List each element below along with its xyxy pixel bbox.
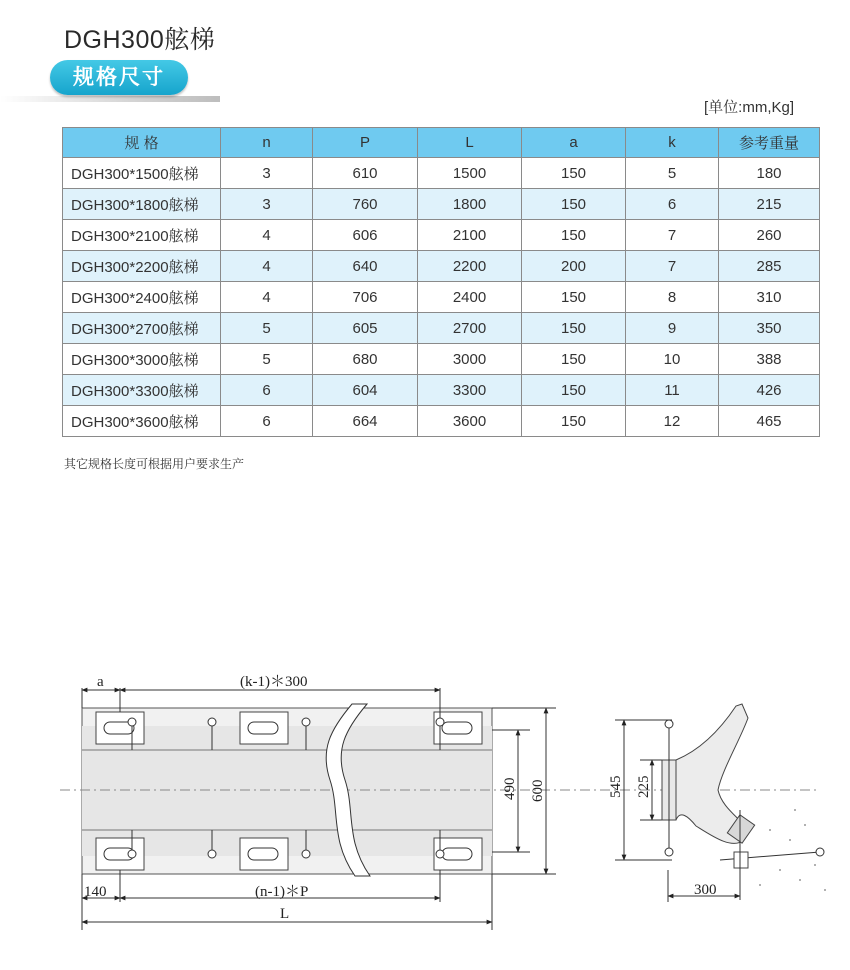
table-cell: DGH300*3000舷梯: [63, 344, 221, 375]
table-cell: DGH300*3300舷梯: [63, 375, 221, 406]
table-cell: 6: [221, 375, 313, 406]
dim-300-label: 300: [694, 882, 717, 898]
table-cell: 215: [719, 189, 820, 220]
table-cell: 8: [626, 282, 719, 313]
table-row: [63, 344, 820, 375]
side-view: [615, 704, 826, 902]
table-cell: 150: [522, 189, 626, 220]
section-underline: [0, 96, 220, 102]
dim-600-label: 600: [530, 779, 546, 802]
column-header-n: n: [221, 128, 313, 158]
dim-225-label: 225: [636, 775, 652, 798]
dim-n-label: (n-1)＊P: [255, 884, 309, 900]
table-header-row: [63, 128, 820, 158]
table-cell: 6: [626, 189, 719, 220]
table-cell: 706: [313, 282, 418, 313]
table-cell: 350: [719, 313, 820, 344]
table-row: [63, 406, 820, 437]
unit-note: [单位:mm,Kg]: [704, 99, 795, 116]
table-row: [63, 158, 820, 189]
column-header-k: k: [626, 128, 719, 158]
table-cell: 4: [221, 251, 313, 282]
column-header-weight: 参考重量: [719, 128, 820, 158]
table-cell: 150: [522, 158, 626, 189]
table-cell: 5: [221, 313, 313, 344]
table-cell: 604: [313, 375, 418, 406]
table-cell: 2100: [418, 220, 522, 251]
table-cell: DGH300*2400舷梯: [63, 282, 221, 313]
section-label-badge: 规格尺寸: [50, 60, 188, 95]
table-cell: 150: [522, 313, 626, 344]
table-cell: 260: [719, 220, 820, 251]
table-cell: 1500: [418, 158, 522, 189]
table-cell: 3600: [418, 406, 522, 437]
table-cell: 426: [719, 375, 820, 406]
table-cell: 606: [313, 220, 418, 251]
table-cell: 200: [522, 251, 626, 282]
table-cell: 610: [313, 158, 418, 189]
table-cell: 3000: [418, 344, 522, 375]
table-cell: 3300: [418, 375, 522, 406]
table-cell: DGH300*2100舷梯: [63, 220, 221, 251]
table-cell: 3: [221, 189, 313, 220]
table-cell: 4: [221, 282, 313, 313]
table-cell: 5: [626, 158, 719, 189]
footnote: 其它规格长度可根据用户要求生产: [64, 457, 245, 471]
table-cell: DGH300*1500舷梯: [63, 158, 221, 189]
column-header-model: 规 格: [63, 128, 221, 158]
column-header-p: P: [313, 128, 418, 158]
table-cell: 760: [313, 189, 418, 220]
table-cell: 150: [522, 344, 626, 375]
column-header-l: L: [418, 128, 522, 158]
table-row: [63, 189, 820, 220]
table-row: [63, 220, 820, 251]
table-cell: 11: [626, 375, 719, 406]
table-cell: 388: [719, 344, 820, 375]
table-cell: 2400: [418, 282, 522, 313]
table-cell: 10: [626, 344, 719, 375]
dim-140-label: 140: [84, 884, 107, 900]
ladder-drawing: [0, 640, 850, 970]
dim-490-label: 490: [502, 777, 518, 800]
dim-545-label: 545: [608, 775, 624, 798]
spec-table: [62, 127, 820, 437]
table-cell: 180: [719, 158, 820, 189]
table-cell: 6: [221, 406, 313, 437]
table-cell: 605: [313, 313, 418, 344]
table-cell: 680: [313, 344, 418, 375]
table-cell: DGH300*2700舷梯: [63, 313, 221, 344]
table-cell: 2200: [418, 251, 522, 282]
table-cell: 465: [719, 406, 820, 437]
table-row: [63, 282, 820, 313]
dim-k-label: (k-1)＊300: [240, 674, 308, 690]
column-header-a: a: [522, 128, 626, 158]
table-cell: DGH300*2200舷梯: [63, 251, 221, 282]
table-cell: 7: [626, 251, 719, 282]
table-cell: 150: [522, 220, 626, 251]
table-cell: DGH300*3600舷梯: [63, 406, 221, 437]
table-cell: 310: [719, 282, 820, 313]
table-cell: 640: [313, 251, 418, 282]
table-cell: 5: [221, 344, 313, 375]
table-cell: 7: [626, 220, 719, 251]
table-cell: 150: [522, 375, 626, 406]
table-cell: 9: [626, 313, 719, 344]
page-title: DGH300舷梯: [64, 26, 216, 54]
table-cell: 4: [221, 220, 313, 251]
table-cell: 1800: [418, 189, 522, 220]
table-cell: 285: [719, 251, 820, 282]
dim-a-label: a: [97, 674, 104, 690]
table-row: [63, 313, 820, 344]
table-cell: 2700: [418, 313, 522, 344]
dim-l-label: L: [280, 906, 290, 922]
table-cell: DGH300*1800舷梯: [63, 189, 221, 220]
table-cell: 150: [522, 282, 626, 313]
table-cell: 3: [221, 158, 313, 189]
table-row: [63, 375, 820, 406]
table-cell: 664: [313, 406, 418, 437]
table-cell: 12: [626, 406, 719, 437]
table-cell: 150: [522, 406, 626, 437]
table-row: [63, 251, 820, 282]
